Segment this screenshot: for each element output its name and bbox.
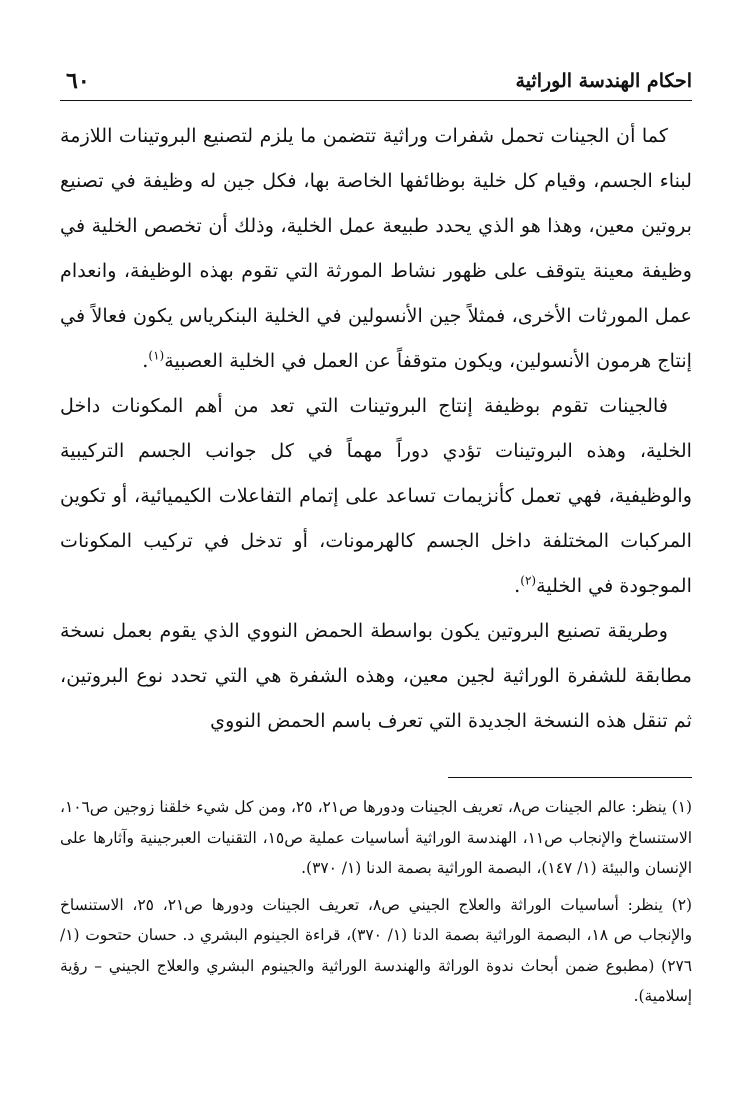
paragraph-1 [60, 113, 692, 383]
page-number: ٦٠ [66, 68, 90, 94]
footnote-2: (٢) ينظر: أساسيات الوراثة والعلاج الجيني ص٨، تعريف الجينات ودورها ص٢١، ٢٥، الاستنساخ والإنجاب ص ١٨، البصمة الوراثية بصمة الدنا (١/ ٣٧٠)، قراءة الجينوم البشري د. حسان حتحوت (١/ ٢٧٦) (مطبوع ضمن أبحاث ندوة الوراثة والهندسة الوراثية والجينوم البشري والعلاج الجيني – رؤية إسلامية). [60, 895, 693, 1005]
footnote-1: (١) ينظر: عالم الجينات ص٨، تعريف الجينات ودورها ص٢١، ٢٥، ومن كل شيء خلقنا زوجين ص١٠٦، الاستنساخ والإنجاب ص١١، الهندسة الوراثية أساسيات عملية ص١٥، التقنيات العبرجينية وآثارها على الإنسان والبيئة (١/ ١٤٧)، البصمة الوراثية بصمة الدنا (١/ ٣٧٠). [60, 798, 692, 877]
footnote-ref-1: (١) [148, 348, 165, 363]
book-page [60, 62, 692, 1018]
paragraph-1-text: كما أن الجينات تحمل شفرات وراثية تتضمن ما يلزم لتصنيع البروتينات اللازمة لبناء الجسم، وقيام كل خلية بوظائفها الخاصة بها، فكل جين له وظيفة في تصنيع بروتين معين، وهذا هو الذي يحدد طبيعة عمل الخلية، وذلك أن تخصص الخلية في وظيفة معينة يتوقف على ظهور نشاط المورثة التي تقوم بهذه الوظيفة، وانعدام عمل المورثات الأخرى، فمثلاً جين الأنسولين في الخلية البنكرياس يكون فعالاً في إنتاج هرمون الأنسولين، ويكون متوقفاً عن العمل في الخلية العصبية [60, 124, 692, 372]
paragraph-3 [60, 608, 692, 743]
paragraph-2-end: . [514, 574, 521, 597]
paragraph-3-text: وطريقة تصنيع البروتين يكون بواسطة الحمض النووي الذي يقوم بعمل نسخة مطابقة للشفرة الوراثية لجين معين، وهذه الشفرة هي التي تحدد نوع البروتين، ثم تنقل هذه النسخة الجديدة التي تعرف باسم الحمض النووي [60, 619, 692, 732]
paragraph-1-end: . [142, 349, 149, 372]
paragraph-2 [60, 383, 692, 608]
footnote-divider [448, 777, 692, 778]
page-header [60, 62, 692, 101]
body-text [60, 113, 692, 743]
paragraph-2-text: فالجينات تقوم بوظيفة إنتاج البروتينات التي تعد من أهم المكونات داخل الخلية، وهذه البروتينات تؤدي دوراً مهماً في كل جوانب الجسم التركيبية والوظيفية، فهي تعمل كأنزيمات تساعد على إتمام التفاعلات الكيميائية، أو تكوين المركبات المختلفة داخل الجسم كالهرمونات، أو تدخل في تركيب المكونات الموجودة في الخلية [60, 394, 692, 597]
running-title: احكام الهندسة الوراثية [515, 70, 692, 92]
footnotes [60, 792, 692, 1012]
footnote-ref-2: (٢) [520, 573, 537, 588]
